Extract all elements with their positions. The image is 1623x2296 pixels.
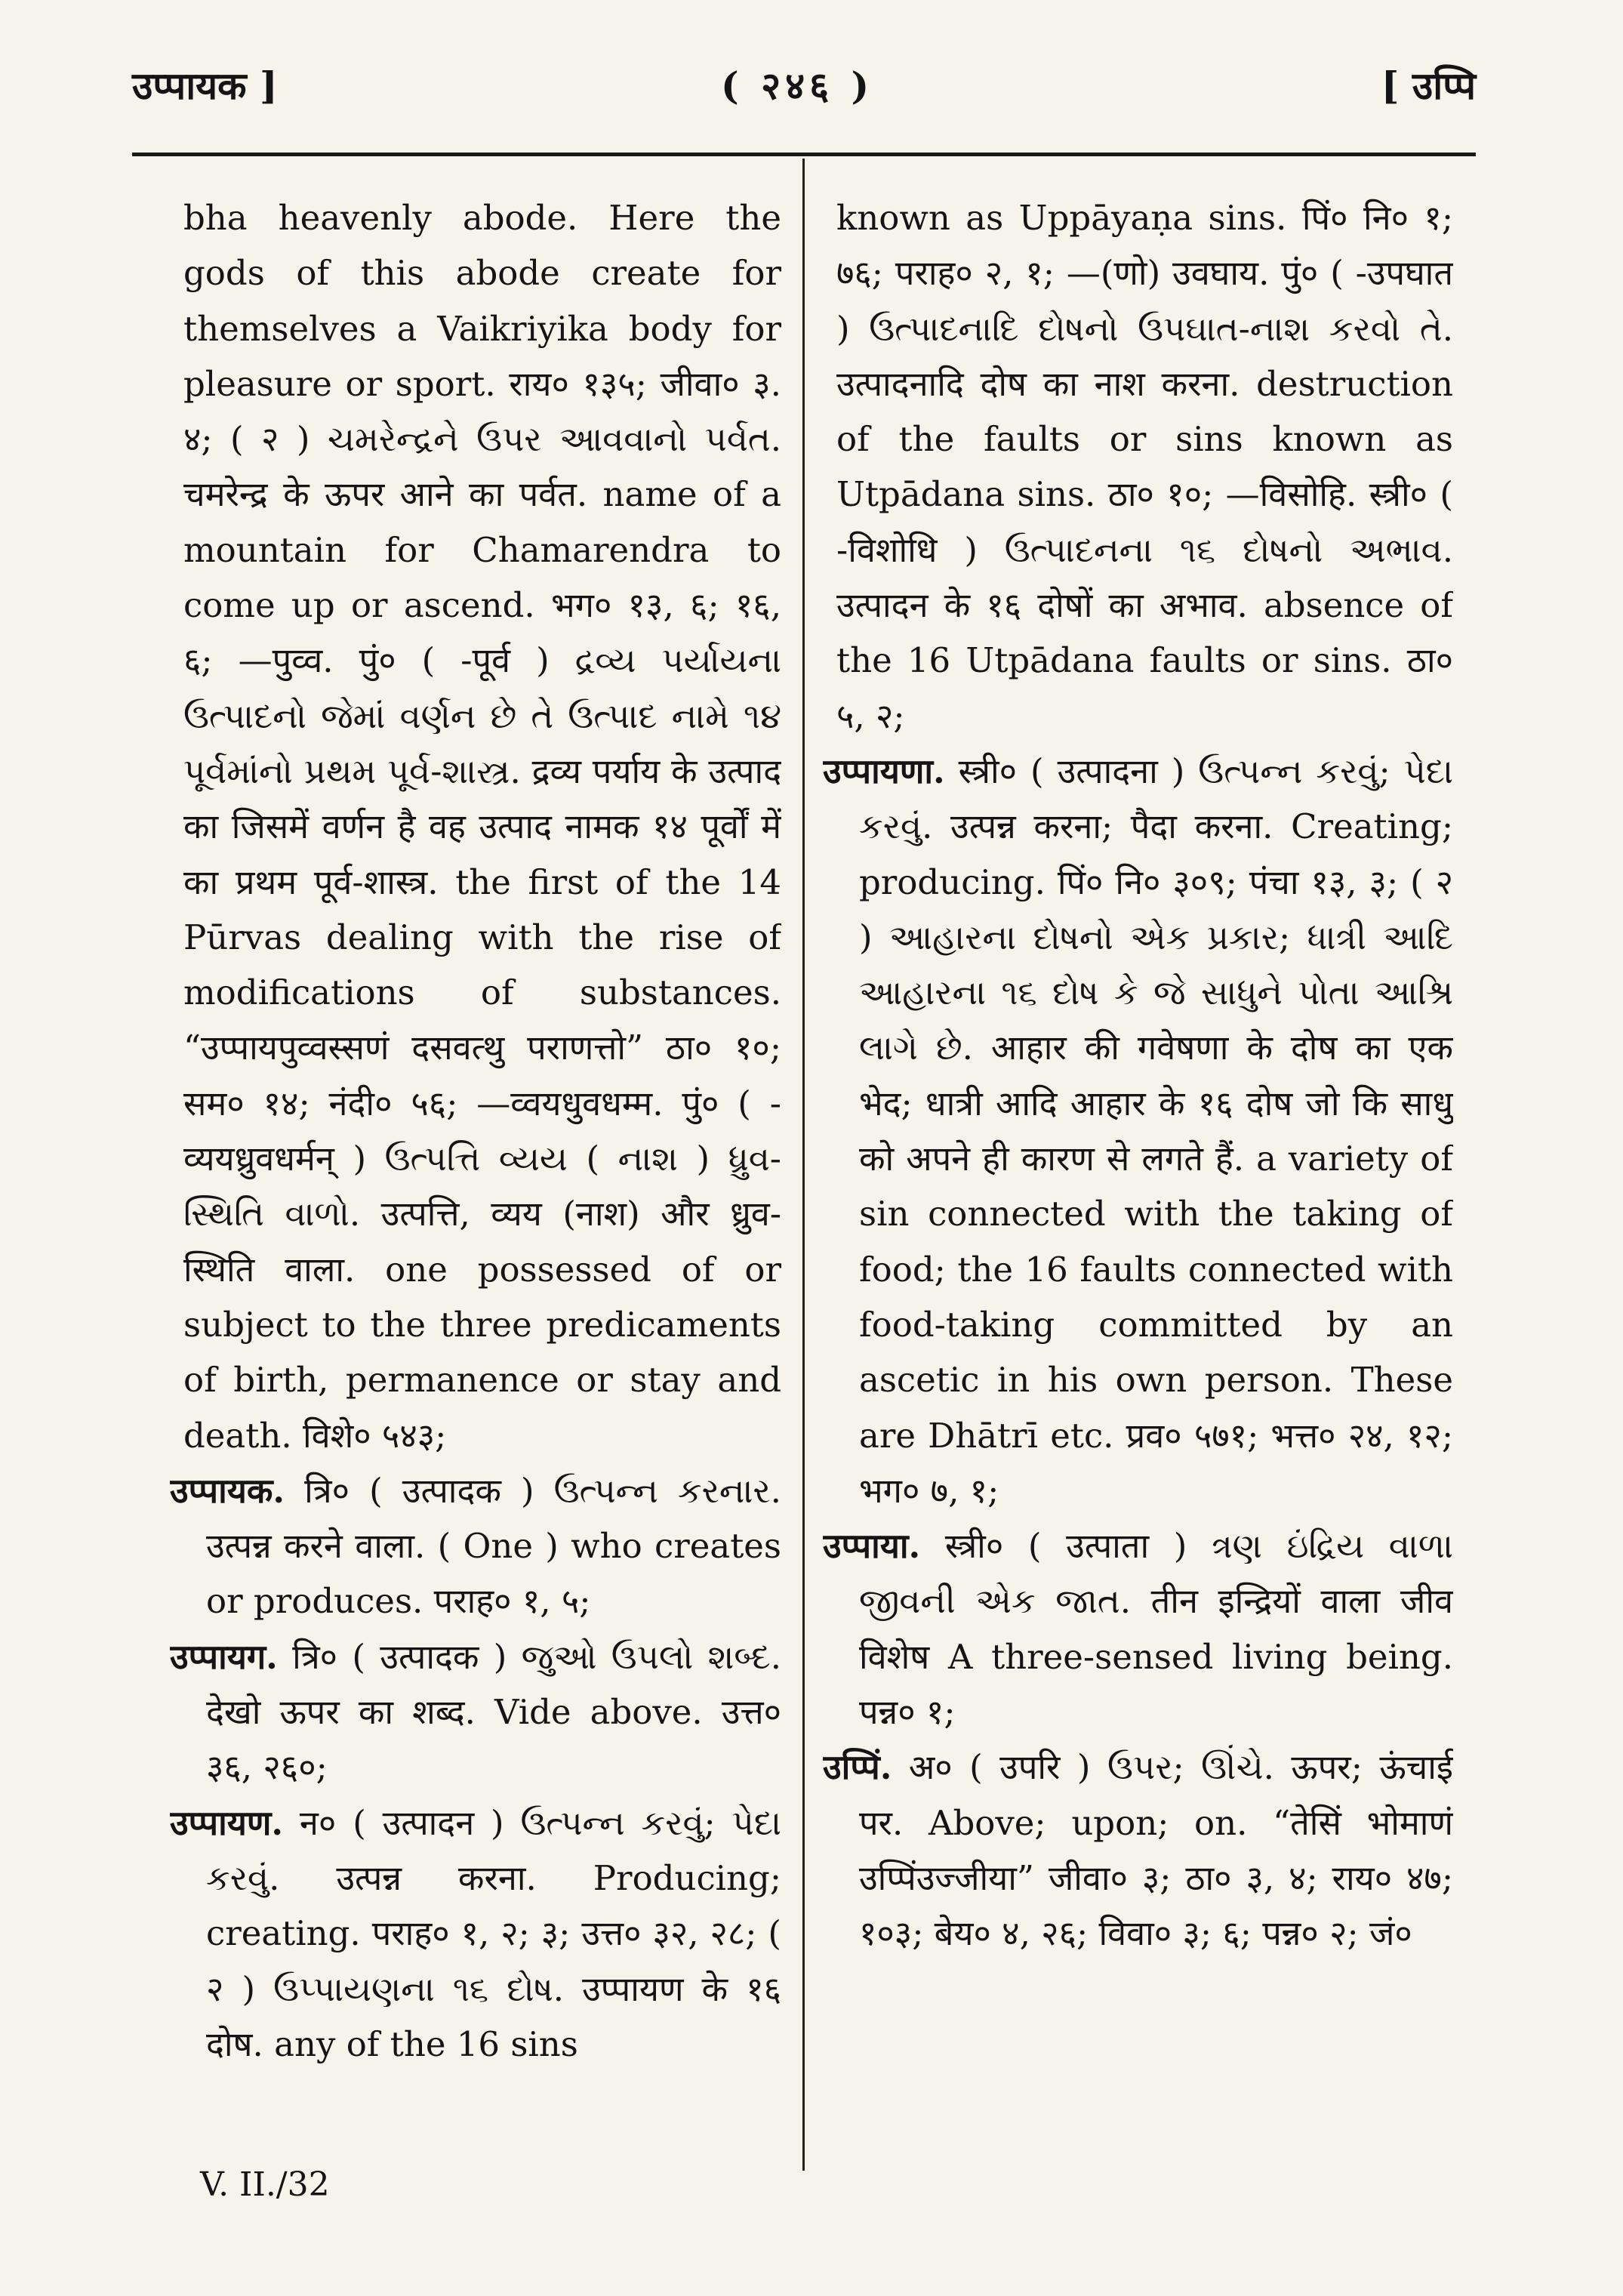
entry-headword: उप्पाया.	[823, 1526, 921, 1567]
entry-text: स्त्री० ( उत्पादना ) ઉત્પન્ન કરવું; પેદા કરવું. उत्पन्न करना; पैदा करना. Creating; producing. पिं० नि० ३०९; पंचा १३, ३; ( २ ) આહારના દોષનો એક પ્રકાર; ધાત્રી આદિ આહારના ૧૬ દોષ કે જે સાધુને પોતા આશ્રિ લાગે છે. आहार की गवेषणा के दोष का एक भेद; धात्री आदि आहार के १६ दोष जो कि साधु को अपने ही कारण से लगते हैं. a variety of sin connected with the taking of food; the 16 faults connected with food-taking committed by an ascetic in his own person. These are Dhātrī etc. प्रव० ५७१; भत्त० २४, १२; भग० ७, १;	[859, 750, 1453, 1511]
entry-continuation	[836, 190, 1453, 744]
entry-text: त्रि० ( उत्पादक ) જુઓ ઉપલો શબ્દ. देखो ऊपर का शब्द. Vide above. उत्त० ३६, २६०;	[206, 1636, 781, 1788]
page-number: ( २४६ )	[721, 63, 874, 108]
dictionary-entry	[170, 1795, 781, 2072]
entry-text: न० ( उत्पादन ) ઉત્પન્ન કરવું; પેદા કરવું. उत्पन्न करना. Producing; creating. पराह० १, २; ३; उत्त० ३२, २८; ( २ ) ઉપ્પાયણના ૧૬ દોષ. उप्पायण के १६ दोष. any of the 16 sins	[206, 1802, 781, 2064]
entry-headword: उप्पायग.	[170, 1636, 278, 1677]
header-first-word: उप्पायक ]	[132, 63, 278, 108]
dictionary-entry	[170, 1629, 781, 1795]
dictionary-entry	[823, 744, 1453, 1518]
entry-text: स्त्री० ( उत्पाता ) ત્રણ ઇંદ્રિય વાળા જીવની એક જાત. तीन इन्द्रियों वाला जीव विशेष A three-sensed living being. पन्न० १;	[859, 1526, 1453, 1733]
left-column	[170, 190, 781, 2184]
entry-headword: उप्पिं.	[823, 1747, 892, 1788]
entry-text: अ० ( उपरि ) ઉપર; ઊંચે. ऊपर; ऊंचाई पर. Above; upon; on. “तेसिं भोमाणं उप्पिंउज्जीया” जीवा० ३; ठा० ३, ४; राय० ४७; १०३; बेय० ४, २६; विवा० ३; ६; पन्न० २; जं०	[859, 1747, 1453, 1954]
entry-text: bha heavenly abode. Here the gods of this abode create for themselves a Vaikriyika body for pleasure or sport. राय० १३५; जीवा० ३. ४; ( २ ) ચમરેન્દ્રને ઉપર આવવાનો પર્વત. चमरेन्द्र के ऊपर आने का पर्वत. name of a mountain for Chamarendra to come up or ascend. भग० १३, ६; १६, ६; —पुव्व. पुं० ( -पूर्व ) દ્રવ્ય પર્યાયના ઉત્પાદનો જેમાં વર્ણન છે તે ઉત્પાદ નામે ૧૪ પૂર્વમાંનો પ્રથમ પૂર્વ-શાસ્ત્ર. द्रव्य पर्याय के उत्पाद का जिसमें वर्णन है वह उत्पाद नामक १४ पूर्वों में का प्रथम पूर्व-शास्त्र. the first of the 14 Pūrvas dealing with the rise of modifications of substances. “उप्पायपुव्वस्सणं दसवत्थु पराणत्तो” ठा० १०; सम० १४; नंदी० ५६; —व्वयधुवधम्म. पुं० ( -व्ययध्रुवधर्मन् ) ઉત્પત્તિ વ્યય ( નાશ ) ધ્રુવ-સ્થિતિ વાળો. उत्पत्ति, व्यय (नाश) और ध्रुव-स्थिति वाला. one possessed of or subject to the three predicaments of birth, permanence or stay and death. विशे० ५४३;	[183, 198, 781, 1456]
entry-continuation	[183, 190, 781, 1463]
entry-headword: उप्पायणा.	[823, 750, 945, 791]
dictionary-entry	[170, 1463, 781, 1629]
entry-text: known as Uppāyaṇa sins. पिं० नि० १; ७६; पराह० २, १; —(णो) उवघाय. पुं० ( -उपघात ) ઉત્પાદનાદિ દોષનો ઉપઘાત-નાશ કરવો તે. उत्पादनादि दोष का नाश करना. destruction of the faults or sins known as Utpādana sins. ठा० १०; —विसोहि. स्त्री० ( -विशोधि ) ઉત્પાદનના ૧૬ દોષનો અભાવ. उत्पादन के १६ दोषों का अभाव. absence of the 16 Utpādana faults or sins. ठा० ५, २;	[836, 198, 1453, 736]
signature-mark: V. II./32	[200, 2165, 330, 2204]
dictionary-entry	[823, 1518, 1453, 1740]
entry-text: त्रि० ( उत्पादक ) ઉત્પન્ન કરનાર. उत्पन्न करने वाला. ( One ) who creates or produces. पराह० १, ५;	[206, 1470, 781, 1622]
column-divider	[802, 159, 805, 2171]
header-rule	[132, 153, 1476, 156]
entry-headword: उप्पायक.	[170, 1470, 285, 1511]
header-last-word: [ उप्पि	[1381, 63, 1476, 108]
entry-headword: उप्पायण.	[170, 1802, 284, 1843]
dictionary-entry	[823, 1740, 1453, 1961]
page-header	[132, 53, 1476, 121]
right-column	[823, 190, 1453, 2184]
